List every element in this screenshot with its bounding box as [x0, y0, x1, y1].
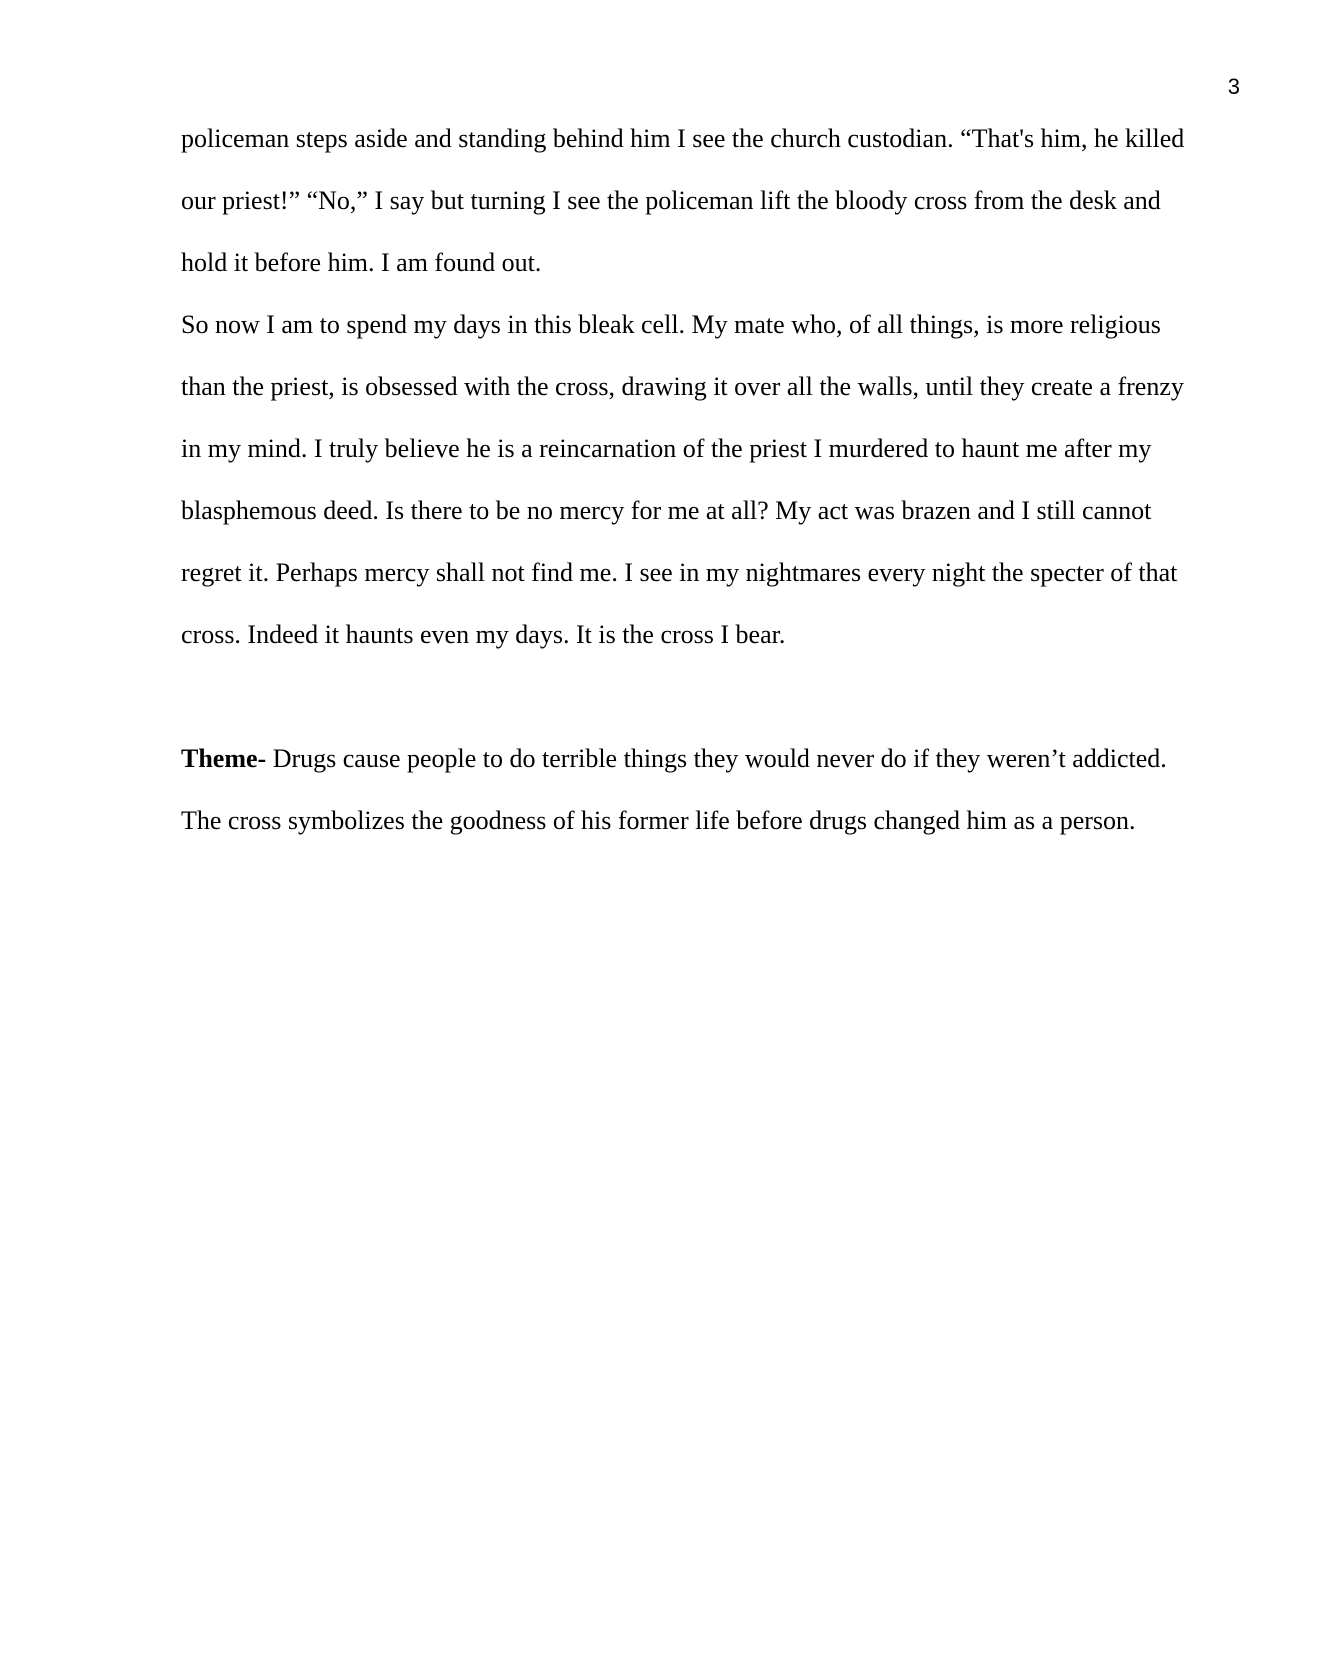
theme-line	[181, 734, 1241, 796]
theme-label: Theme-	[181, 744, 267, 773]
story-line: cross. Indeed it haunts even my days. It is the cross I bear.	[181, 620, 786, 649]
story-line: our priest!” “No,” I say but turning I see the policeman lift the bloody cross from the desk and	[181, 186, 1161, 215]
theme-text: Drugs cause people to do terrible things they would never do if they weren’t addicted.	[266, 744, 1167, 773]
page-number: 3	[1227, 74, 1240, 99]
document-body	[181, 114, 1241, 858]
story-line: regret it. Perhaps mercy shall not find me. I see in my nightmares every night the specter of that	[181, 558, 1178, 587]
story-line: than the priest, is obsessed with the cross, drawing it over all the walls, until they create a frenzy	[181, 372, 1184, 401]
story-line: hold it before him. I am found out.	[181, 248, 542, 277]
story-line: So now I am to spend my days in this bleak cell. My mate who, of all things, is more religious	[181, 310, 1161, 339]
theme-line: The cross symbolizes the goodness of his former life before drugs changed him as a person.	[181, 806, 1136, 835]
story-line: in my mind. I truly believe he is a reincarnation of the priest I murdered to haunt me after my	[181, 434, 1152, 463]
paragraph-gap	[181, 672, 1241, 734]
story-line: policeman steps aside and standing behind him I see the church custodian. “That's him, he killed	[181, 124, 1185, 153]
story-line: blasphemous deed. Is there to be no mercy for me at all? My act was brazen and I still cannot	[181, 496, 1152, 525]
